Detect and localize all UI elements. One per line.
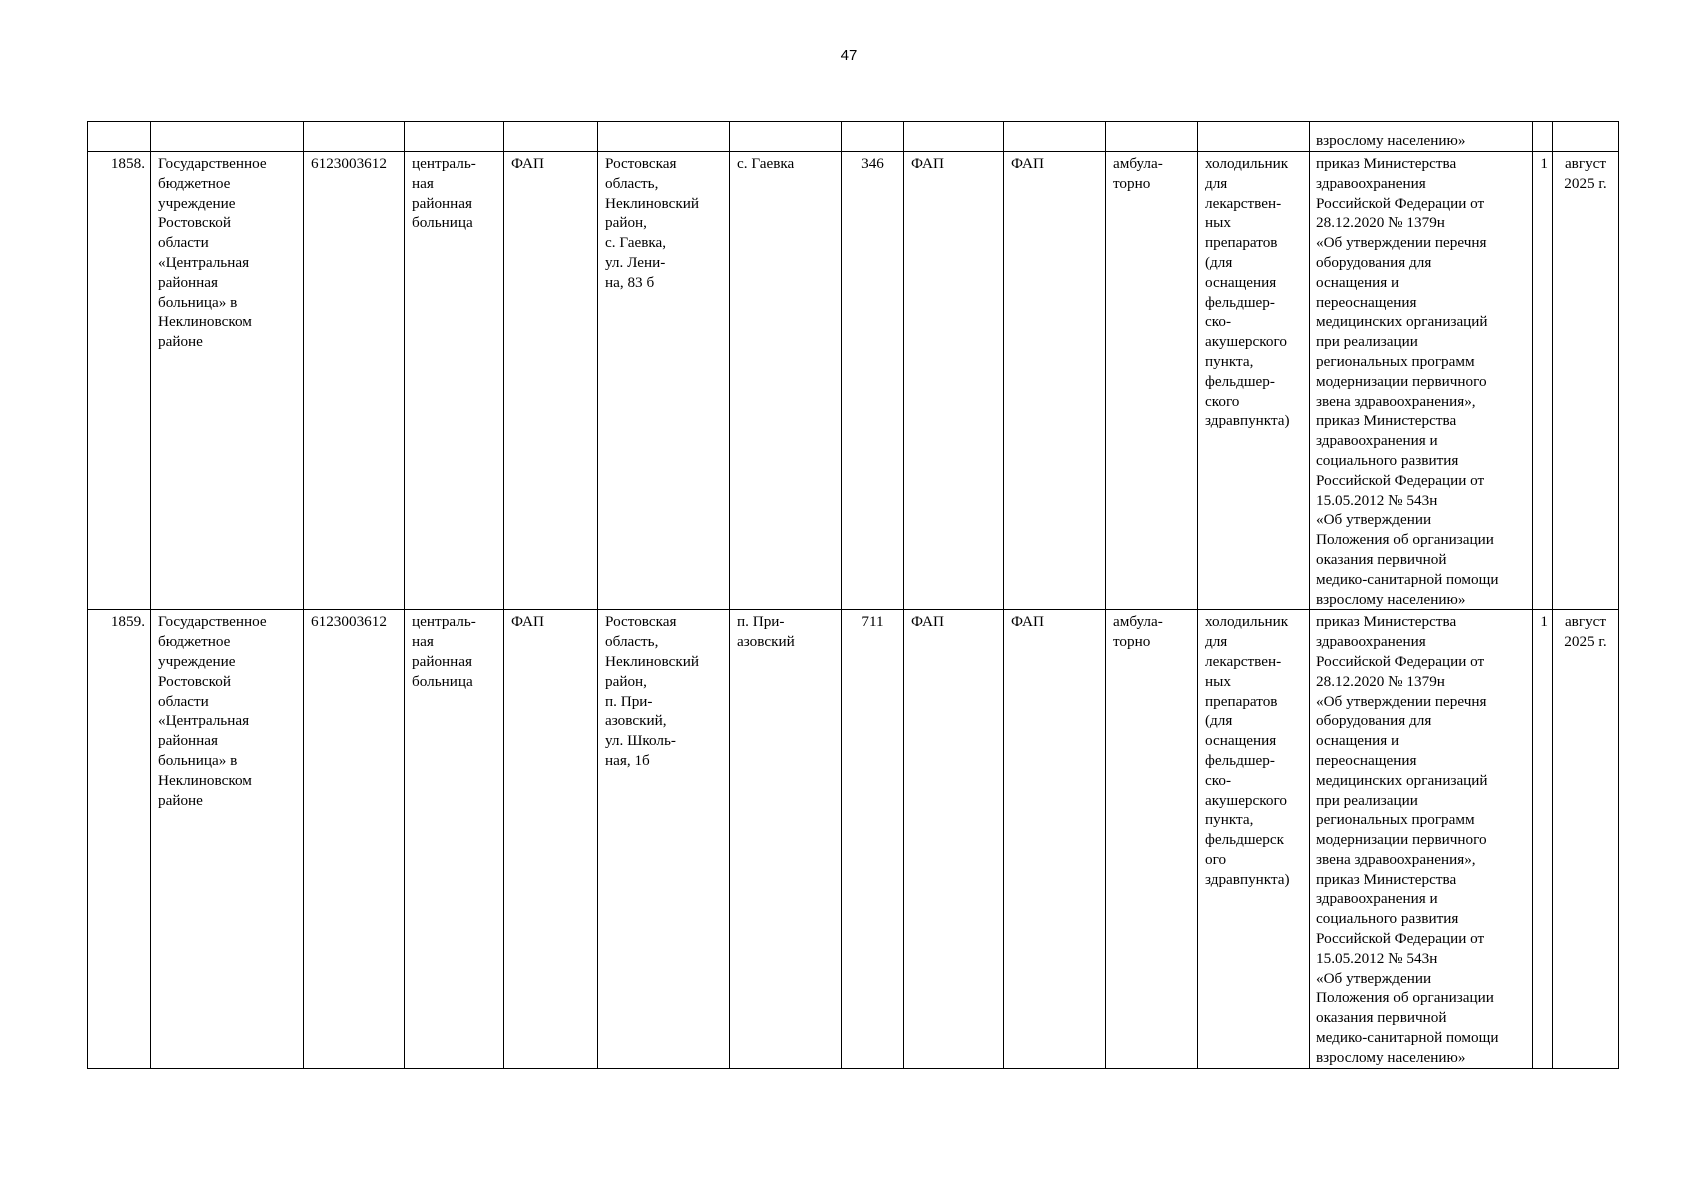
cell-organization: Государственное бюджетное учреждение Ростовской области «Центральная районная больница» в Неклиновском районе [151,610,304,1068]
cell-empty [1533,122,1553,152]
cell-number: 1858. [88,152,151,610]
cell-regulation: приказ Министерства здравоохранения Российской Федерации от 28.12.2020 № 1379н «Об утверждении перечня оборудования для оснащения и переоснащения медицинских организаций при реализации региональных программ модернизации первичного звена здравоохранения», приказ Министерства здравоохранения и социального развития Российской Федерации от 15.05.2012 № 543н «Об утверждении Положения об организации оказания первичной медико-санитарной помощи взрослому населению» [1310,152,1533,610]
cell-date: август 2025 г. [1553,610,1619,1068]
cell-regulation: взрослому населению» [1310,122,1533,152]
cell-empty [304,122,405,152]
cell-unit: ФАП [504,610,598,1068]
cell-inn: 6123003612 [304,152,405,610]
cell-quantity: 1 [1533,610,1553,1068]
cell-equipment: холодильник для лекарствен- ных препаратов (для оснащения фельдшер- ско- акушерского пункта, фельдшер- ского здравпункта) [1198,152,1310,610]
cell-care-form: амбула- торно [1106,610,1198,1068]
cell-subdivision: ФАП [1004,610,1106,1068]
cell-inn: 6123003612 [304,610,405,1068]
cell-empty [1004,122,1106,152]
cell-population: 346 [842,152,904,610]
cell-subdivision: ФАП [1004,152,1106,610]
registry-table [87,121,1619,1069]
table-row [88,152,1619,610]
cell-empty [88,122,151,152]
cell-unit: ФАП [504,152,598,610]
cell-unit-type: ФАП [904,152,1004,610]
cell-number: 1859. [88,610,151,1068]
cell-quantity: 1 [1533,152,1553,610]
cell-empty [730,122,842,152]
cell-empty [504,122,598,152]
cell-organization: Государственное бюджетное учреждение Ростовской области «Центральная районная больница» в Неклиновском районе [151,152,304,610]
cell-population: 711 [842,610,904,1068]
cell-empty [1198,122,1310,152]
cell-equipment: холодильник для лекарствен- ных препаратов (для оснащения фельдшер- ско- акушерского пункта, фельдшерск ого здравпункта) [1198,610,1310,1068]
cell-address: Ростовская область, Неклиновский район, п. При- азовский, ул. Школь- ная, 1б [598,610,730,1068]
cell-empty [1553,122,1619,152]
cell-empty [1106,122,1198,152]
table-row-continuation [88,122,1619,152]
cell-org-type: централь- ная районная больница [405,610,504,1068]
cell-empty [904,122,1004,152]
cell-date: август 2025 г. [1553,152,1619,610]
cell-locality: с. Гаевка [730,152,842,610]
cell-empty [842,122,904,152]
cell-address: Ростовская область, Неклиновский район, с. Гаевка, ул. Лени- на, 83 б [598,152,730,610]
cell-locality: п. При- азовский [730,610,842,1068]
table-row [88,610,1619,1068]
page-number: 47 [840,47,858,64]
cell-unit-type: ФАП [904,610,1004,1068]
cell-empty [405,122,504,152]
cell-regulation: приказ Министерства здравоохранения Российской Федерации от 28.12.2020 № 1379н «Об утверждении перечня оборудования для оснащения и переоснащения медицинских организаций при реализации региональных программ модернизации первичного звена здравоохранения», приказ Министерства здравоохранения и социального развития Российской Федерации от 15.05.2012 № 543н «Об утверждении Положения об организации оказания первичной медико-санитарной помощи взрослому населению» [1310,610,1533,1068]
cell-empty [598,122,730,152]
cell-empty [151,122,304,152]
cell-org-type: централь- ная районная больница [405,152,504,610]
cell-care-form: амбула- торно [1106,152,1198,610]
